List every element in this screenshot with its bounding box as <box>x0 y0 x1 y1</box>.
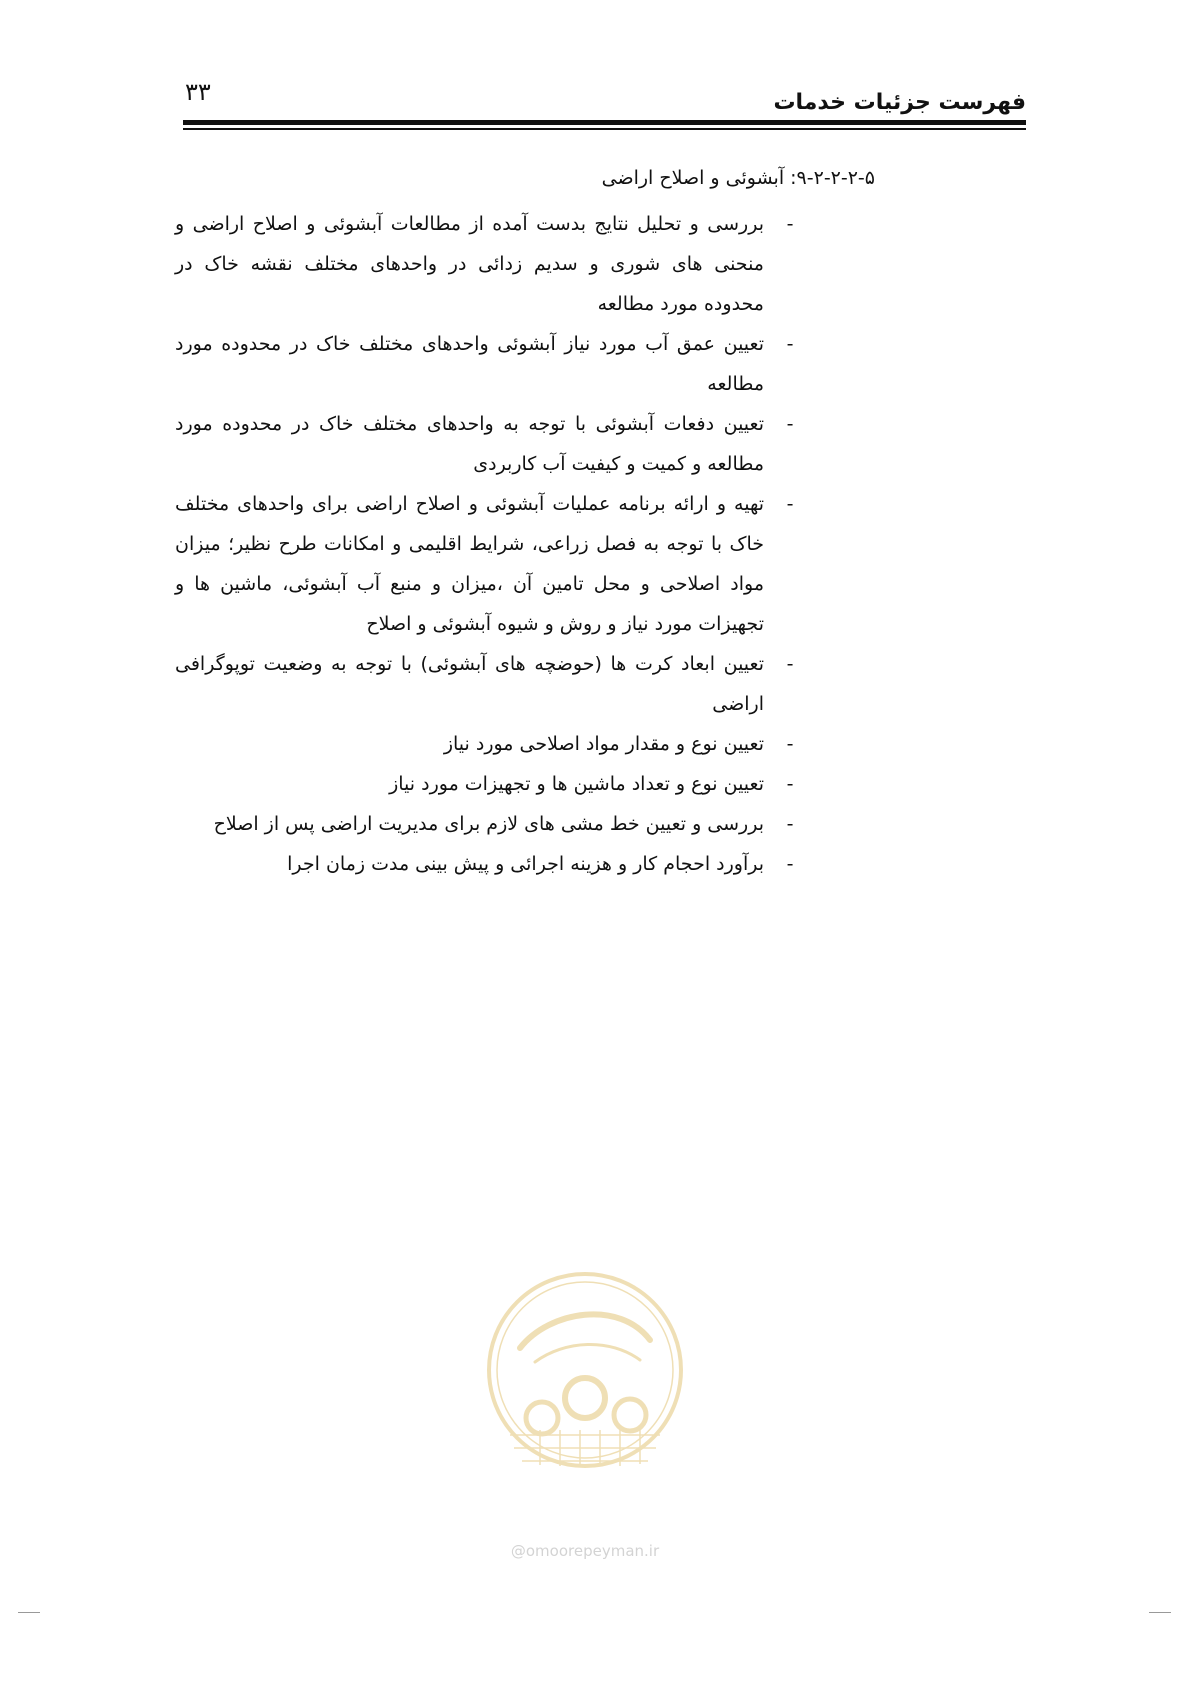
bullet-dash: - <box>786 213 794 235</box>
list-item-text: تعیین دفعات آبشوئی با توجه به واحدهای مختلف خاک در محدوده مورد مطالعه و کمیت و کیفیت آب کاربردی <box>175 413 764 475</box>
bullet-dash: - <box>786 493 794 515</box>
list-item <box>175 844 875 884</box>
page-number: ۳۳ <box>185 78 211 106</box>
page-edge-mark-right <box>1149 1612 1171 1613</box>
list-item-text: تعیین عمق آب مورد نیاز آبشوئی واحدهای مختلف خاک در محدوده مورد مطالعه <box>175 333 764 395</box>
list-item <box>175 204 875 324</box>
list-item-text: بررسی و تحلیل نتایج بدست آمده از مطالعات آبشوئی و اصلاح اراضی و منحنی های شوری و سدیم زدائی در واحدهای مختلف نقشه خاک در محدوده مورد مطالعه <box>175 213 764 315</box>
list-item <box>175 724 875 764</box>
header-rule-thick <box>183 120 1026 125</box>
watermark-logo <box>480 1270 690 1560</box>
list-item <box>175 404 875 484</box>
list-item <box>175 764 875 804</box>
section-heading: ۹-۲-۲-۲-۵: آبشوئی و اصلاح اراضی <box>601 167 875 189</box>
bullet-list <box>175 204 875 884</box>
page-edge-mark-left <box>18 1612 40 1613</box>
bullet-dash: - <box>786 413 794 435</box>
list-item <box>175 804 875 844</box>
list-item-text: تعیین نوع و مقدار مواد اصلاحی مورد نیاز <box>443 733 764 755</box>
list-item <box>175 644 875 724</box>
list-item-text: بررسی و تعیین خط مشی های لازم برای مدیریت اراضی پس از اصلاح <box>213 813 764 835</box>
page-content <box>175 160 875 884</box>
list-item-text: تهیه و ارائه برنامه عملیات آبشوئی و اصلاح اراضی برای واحدهای مختلف خاک با توجه به فصل زراعی، شرایط اقلیمی و امکانات طرح نظیر؛ میزان مواد اصلاحی و محل تامین آن ،میزان و منبع آب آبشوئی، ماشین ها و تجهیزات مورد نیاز و روش و شیوه آبشوئی و اصلاح <box>175 493 764 635</box>
list-item <box>175 484 875 644</box>
bullet-dash: - <box>786 813 794 835</box>
bullet-dash: - <box>786 853 794 875</box>
list-item-text: تعیین ابعاد کرت ها (حوضچه های آبشوئی) با توجه به وضعیت توپوگرافی اراضی <box>175 653 764 715</box>
bullet-dash: - <box>786 773 794 795</box>
running-title: فهرست جزئیات خدمات <box>773 90 1026 115</box>
header-rule-thin <box>183 128 1026 130</box>
list-item <box>175 324 875 404</box>
bullet-dash: - <box>786 733 794 755</box>
list-item-text: تعیین نوع و تعداد ماشین ها و تجهیزات مورد نیاز <box>389 773 764 795</box>
list-item-text: برآورد احجام کار و هزینه اجرائی و پیش بینی مدت زمان اجرا <box>287 853 764 875</box>
watermark-url: @omoorepeyman.ir <box>510 1542 660 1560</box>
bullet-dash: - <box>786 333 794 355</box>
watermark-seal-icon <box>480 1270 690 1530</box>
bullet-dash: - <box>786 653 794 675</box>
